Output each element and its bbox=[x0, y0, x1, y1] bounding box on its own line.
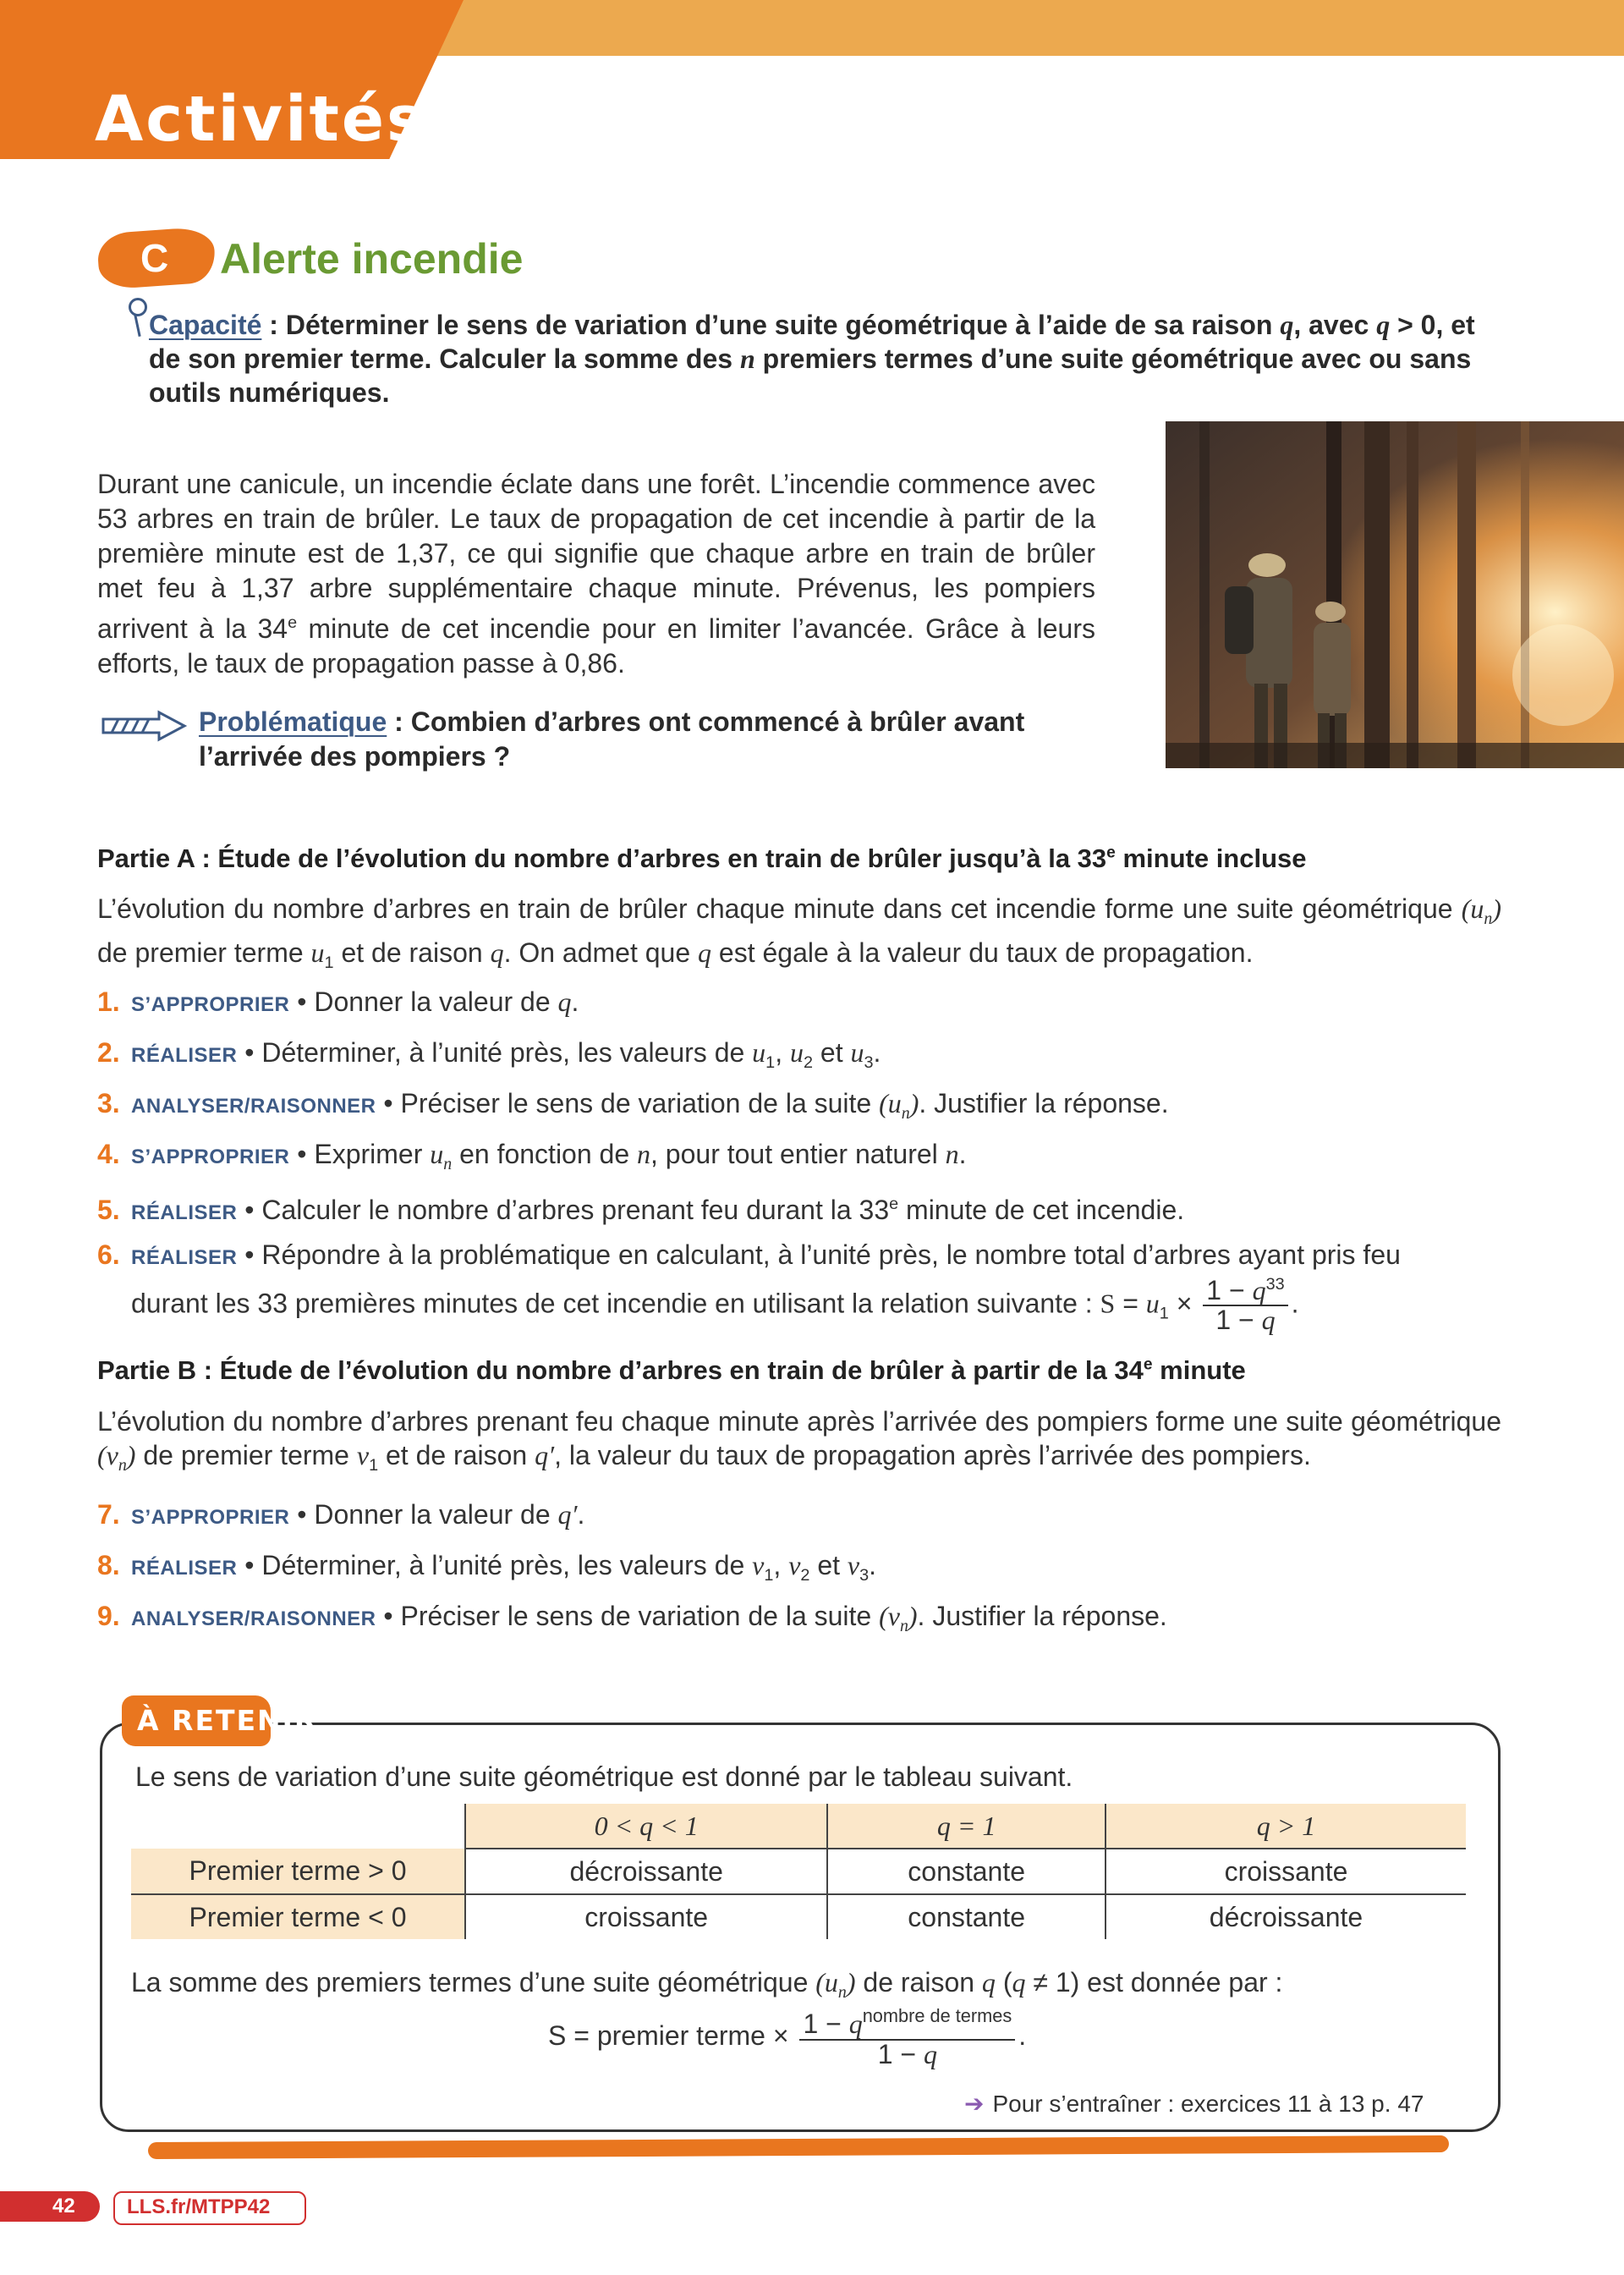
question-text: en fonction de bbox=[452, 1139, 638, 1169]
question-number: 7. bbox=[97, 1499, 120, 1530]
partie-a-title-text: Partie A : Étude de l’évolution du nombre d’arbres en train de brûler jusqu’à la 33 bbox=[97, 844, 1107, 873]
partie-b-text: , la valeur du taux de propagation après l’arrivée des pompiers. bbox=[554, 1440, 1311, 1470]
skill-tag: ANALYSER/RAISONNER bbox=[131, 1095, 376, 1118]
partie-a-title-text: minute incluse bbox=[1115, 844, 1307, 873]
partie-a-text: et de raison bbox=[333, 937, 491, 968]
question-text: Exprimer bbox=[314, 1139, 431, 1169]
question-6-line-2: durant les 33 premières minutes de cet incendie en utilisant la relation suivante : $S = u_1$ × $\frac{1 - q^{33}}{1 - q}$ . bbox=[131, 1274, 1299, 1336]
partie-b-title-sup: e bbox=[1143, 1355, 1153, 1374]
firefighters-photo bbox=[1166, 421, 1624, 768]
table-header-row bbox=[131, 1804, 1466, 1849]
partie-a-title-sup: e bbox=[1106, 844, 1116, 862]
retenir-label: À RETENIR bbox=[137, 1704, 318, 1737]
question-text: durant les 33 premières minutes de cet incendie en utilisant la relation suivante : bbox=[131, 1288, 1100, 1319]
question-text: minute de cet incendie. bbox=[898, 1194, 1185, 1225]
partie-a-text: . On admet que bbox=[503, 937, 699, 968]
question-4: 4. S’APPROPRIER • Exprimer $u_n$ en fonction de n, pour tout entier naturel n. bbox=[97, 1139, 967, 1173]
problematique-text: : Combien d’arbres ont commencé à brûler avant l’arrivée des pompiers ? bbox=[199, 706, 1025, 772]
problematique-arrow-icon bbox=[100, 709, 188, 747]
page-number: 42 bbox=[52, 2195, 75, 2217]
footer-link[interactable]: LLS.fr/MTPP42 bbox=[127, 2195, 271, 2218]
partie-b-title-text: minute bbox=[1152, 1355, 1246, 1385]
question-text: , pour tout entier naturel bbox=[650, 1139, 946, 1169]
question-number: 3. bbox=[97, 1088, 120, 1118]
retenir-intro: Le sens de variation d’une suite géométrique est donné par le tableau suivant. bbox=[135, 1761, 1073, 1792]
section-letter: C bbox=[140, 236, 169, 280]
page-title: Activités bbox=[95, 83, 427, 156]
question-text: Préciser le sens de variation de la suite bbox=[400, 1601, 880, 1631]
entrainer-link[interactable] bbox=[964, 2090, 1424, 2118]
capacite-text: : Déterminer le sens de variation d’une suite géométrique à l’aide de sa raison bbox=[261, 310, 1281, 340]
table-row-label: Premier terme < 0 bbox=[131, 1894, 465, 1939]
pin-icon-stem bbox=[134, 315, 140, 337]
question-8: 8. RÉALISER • Déterminer, à l’unité près, les valeurs de $v_1$, $v_2$ et $v_3$. bbox=[97, 1550, 877, 1585]
formula-exponent: nombre de termes bbox=[862, 2005, 1012, 2026]
question-7: 7. S’APPROPRIER • Donner la valeur de q′. bbox=[97, 1499, 585, 1530]
table-row bbox=[131, 1849, 1466, 1894]
question-text: Déterminer, à l’unité près, les valeurs de bbox=[261, 1550, 753, 1580]
question-5: 5. RÉALISER • Calculer le nombre d’arbres prenant feu durant la 33e minute de cet incendie. bbox=[97, 1194, 1185, 1225]
capacite-text: > 0, et de son premier terme. Calculer la somme des bbox=[149, 310, 1475, 374]
sum-formula-fraction: $\frac{1 - q^{33}}{1 - q}$ bbox=[1203, 1276, 1287, 1335]
skill-tag: ANALYSER/RAISONNER bbox=[131, 1607, 376, 1630]
skill-tag: RÉALISER bbox=[131, 1246, 238, 1269]
skill-tag: RÉALISER bbox=[131, 1557, 238, 1580]
pin-icon bbox=[129, 298, 147, 316]
capacite-label: Capacité bbox=[149, 310, 262, 340]
question-text: Préciser le sens de variation de la suite bbox=[400, 1088, 880, 1118]
somme-formula: S = premier terme × $\frac{1 - q^{nombre de termes}}{1 - q}$ . bbox=[548, 2005, 1027, 2069]
intro-paragraph bbox=[97, 467, 1095, 681]
partie-b-text: et de raison bbox=[378, 1440, 535, 1470]
table-column-header: q = 1 bbox=[827, 1804, 1106, 1849]
section-title: Alerte incendie bbox=[220, 235, 524, 283]
question-number: 9. bbox=[97, 1601, 120, 1631]
variation-table bbox=[131, 1804, 1466, 1939]
question-sup: e bbox=[889, 1195, 899, 1213]
skill-tag: S’APPROPRIER bbox=[131, 1506, 290, 1529]
table-corner-cell bbox=[131, 1804, 465, 1849]
question-number: 8. bbox=[97, 1550, 120, 1580]
somme-formula-fraction: $\frac{1 - q^{nombre de termes}}{1 - q}$ bbox=[799, 2007, 1015, 2069]
partie-b-paragraph: L’évolution du nombre d’arbres prenant feu chaque minute après l’arrivée des pompiers forme une suite géométrique $(v_n)$ de premier terme $v_1$ et de raison q′, la valeur du taux de propagation après l’arrivée des pompiers. bbox=[97, 1406, 1501, 1475]
table-column-header: q > 1 bbox=[1106, 1804, 1466, 1849]
partie-a-text: est égale à la valeur du taux de propagation. bbox=[711, 937, 1254, 968]
question-2: 2. RÉALISER • Déterminer, à l’unité près, les valeurs de $u_1$, $u_2$ et $u_3$. bbox=[97, 1037, 881, 1072]
question-text: Calculer le nombre d’arbres prenant feu durant la 33 bbox=[261, 1194, 890, 1225]
partie-b-text: L’évolution du nombre d’arbres prenant feu chaque minute après l’arrivée des pompiers forme une suite géométrique bbox=[97, 1406, 1501, 1437]
question-text: Donner la valeur de bbox=[314, 986, 558, 1017]
somme-sentence: La somme des premiers termes d’une suite géométrique $(u_n)$ de raison q (q ≠ 1) est donnée par : bbox=[131, 1967, 1283, 2002]
question-number: 1. bbox=[97, 986, 120, 1017]
table-cell: croissante bbox=[465, 1894, 827, 1939]
skill-tag: RÉALISER bbox=[131, 1044, 238, 1067]
partie-a-text: L’évolution du nombre d’arbres en train de brûler chaque minute dans cet incendie forme une suite géométrique bbox=[97, 893, 1462, 924]
question-number: 4. bbox=[97, 1139, 120, 1169]
capacite-block: Capacité : Déterminer le sens de variation d’une suite géométrique à l’aide de sa raison q, avec q > 0, et de son premier terme. Calculer la somme des n premiers termes d’une suite géométrique avec ou sans outils numériques. bbox=[149, 310, 1475, 408]
question-text: . Justifier la réponse. bbox=[919, 1088, 1169, 1118]
table-column-header: 0 < q < 1 bbox=[465, 1804, 827, 1849]
table-row-label: Premier terme > 0 bbox=[131, 1849, 465, 1894]
partie-b-title bbox=[97, 1355, 1246, 1386]
formula-lhs: S = premier terme × bbox=[548, 2020, 789, 2052]
table-cell: constante bbox=[827, 1894, 1106, 1939]
intro-sup: e bbox=[288, 613, 298, 632]
table-row bbox=[131, 1894, 1466, 1939]
partie-b-text: de premier terme bbox=[135, 1440, 357, 1470]
entrainer-text: Pour s’entraîner : exercices 11 à 13 p. 47 bbox=[992, 2091, 1424, 2117]
page-number-badge bbox=[0, 2191, 100, 2222]
somme-text: est donnée par : bbox=[1079, 1967, 1283, 1997]
retenir-box-bar bbox=[148, 2135, 1449, 2159]
partie-a-paragraph: L’évolution du nombre d’arbres en train de brûler chaque minute dans cet incendie forme une suite géométrique $(u_n)$ de premier terme $u_1$ et de raison q. On admet que q est égale à la valeur du taux de propagation. bbox=[97, 893, 1501, 972]
somme-text: de raison bbox=[855, 1967, 982, 1997]
question-text: . Justifier la réponse. bbox=[917, 1601, 1167, 1631]
question-number: 5. bbox=[97, 1194, 120, 1225]
skill-tag: S’APPROPRIER bbox=[131, 993, 290, 1016]
question-3: 3. ANALYSER/RAISONNER • Préciser le sens de variation de la suite $(u_n)$. Justifier la réponse. bbox=[97, 1088, 1169, 1123]
partie-b-title-text: Partie B : Étude de l’évolution du nombre d’arbres en train de brûler à partir de la 34 bbox=[97, 1355, 1144, 1385]
intro-text: Durant une canicule, un incendie éclate dans une forêt. L’incendie commence avec 53 arbres en train de brûler. Le taux de propagation de cet incendie à partir de la première minute est de 1,37, ce qui signifie que chaque arbre en train de brûler met feu à 1,37 arbre supplémentaire chaque minute. Prévenus, les pompiers arrivent à la 34 bbox=[97, 469, 1095, 644]
question-text: Répondre à la problématique en calculant, à l’unité près, le nombre total d’arbres ayant pris feu bbox=[261, 1239, 1401, 1270]
skill-tag: RÉALISER bbox=[131, 1201, 238, 1224]
skill-tag: S’APPROPRIER bbox=[131, 1146, 290, 1168]
question-number: 6. bbox=[97, 1239, 120, 1270]
question-6: 6. RÉALISER • Répondre à la problématique en calculant, à l’unité près, le nombre total d’arbres ayant pris feu bbox=[97, 1239, 1401, 1270]
question-1: 1. S’APPROPRIER • Donner la valeur de q. bbox=[97, 986, 579, 1017]
table-cell: croissante bbox=[1106, 1849, 1466, 1894]
problematique-label: Problématique bbox=[199, 706, 387, 737]
table-cell: décroissante bbox=[1106, 1894, 1466, 1939]
partie-a-title bbox=[97, 844, 1307, 874]
question-text: Déterminer, à l’unité près, les valeurs de bbox=[261, 1037, 753, 1068]
question-9: 9. ANALYSER/RAISONNER • Préciser le sens de variation de la suite $(v_n)$. Justifier la réponse. bbox=[97, 1601, 1167, 1635]
arrow-right-icon: ➔ bbox=[964, 2091, 985, 2117]
partie-a-text: de premier terme bbox=[97, 937, 311, 968]
table-cell: constante bbox=[827, 1849, 1106, 1894]
table-cell: décroissante bbox=[465, 1849, 827, 1894]
question-number: 2. bbox=[97, 1037, 120, 1068]
capacite-text: , avec bbox=[1293, 310, 1377, 340]
intro-text: minute de cet incendie pour en limiter l’avancée. Grâce à leurs efforts, le taux de propagation passe à 0,86. bbox=[97, 613, 1096, 679]
problematique-block bbox=[199, 705, 1078, 774]
somme-text: La somme des premiers termes d’une suite géométrique bbox=[131, 1967, 816, 1997]
question-text: Donner la valeur de bbox=[314, 1499, 558, 1530]
capacite-text: premiers termes d’une suite géométrique avec ou sans outils numériques. bbox=[149, 343, 1472, 408]
